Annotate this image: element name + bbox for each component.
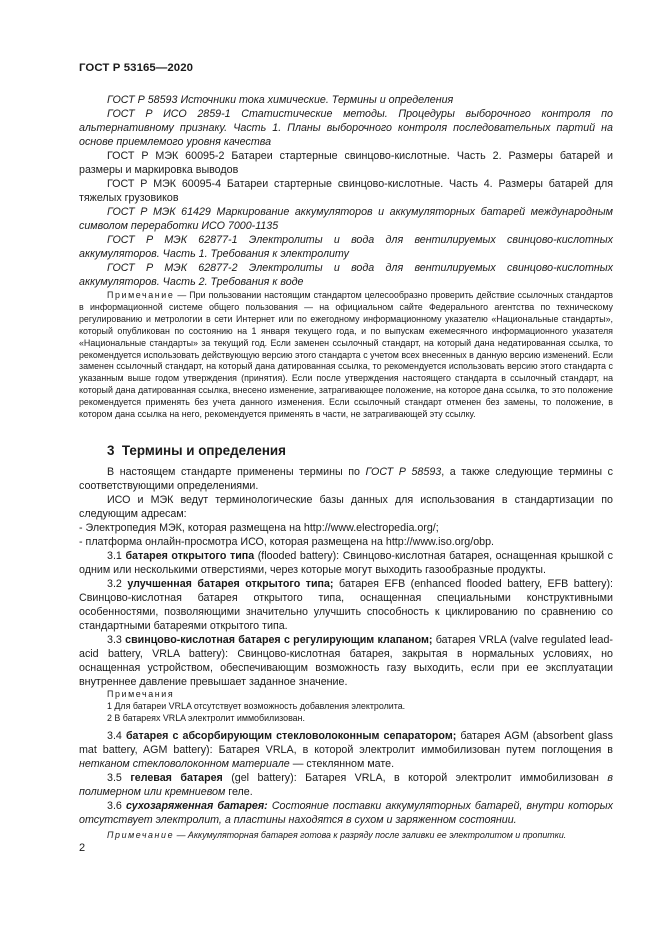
reference-item: ГОСТ Р ИСО 2859-1 Статистические методы. Процедуры выборочного контроля по альтернативному признаку. Часть 1. Планы выборочного контроля последовательных партий на основе приемлемого уровня качества (79, 108, 613, 148)
reference-item: ГОСТ Р МЭК 62877-1 Электролиты и вода для вентилируемых свинцово-кислотных аккумуляторов. Часть 1. Требования к электролиту (79, 234, 613, 260)
note-label: Примечание (107, 830, 175, 840)
note-item: 1 Для батареи VRLA отсутствует возможность добавления электролита. (107, 700, 406, 711)
references-note (79, 290, 613, 421)
reference-item: ГОСТ Р МЭК 61429 Маркирование аккумуляторов и аккумуляторных батарей международным символом переработки ИСО 7000-1135 (79, 206, 613, 232)
reference-item: ГОСТ Р МЭК 60095-4 Батареи стартерные свинцово-кислотные. Часть 4. Размеры батарей для тяжелых грузовиков (79, 178, 613, 204)
list-item: - платформа онлайн-просмотра ИСО, которая размещена на http://www.iso.org/obp. (79, 536, 494, 548)
note-label: Примечание (107, 290, 175, 300)
note-text: — При пользовании настоящим стандартом целесообразно проверить действие ссылочных стандартов в информационной системе общего пользования — на официальном сайте Федерального агентства по техническому регулированию и метрологии в сети Интернет или по ежегодному информационному указателю «Национальные стандарты», который опубликован по состоянию на 1 января текущего года, и по выпускам ежемесячного информационного указателя «Национальные стандарты» за текущий год. Если заменен ссылочный стандарт, на который дана недатированная ссылка, то рекомендуется использовать действующую версию этого стандарта с учетом всех внесенных в данную версию изменений. Если заменен ссылочный стандарт, на который дана датированная ссылка, то рекомендуется использовать версию этого стандарта с указанным выше годом утверждения (принятия). Если после утверждения настоящего стандарта в ссылочный стандарт, на который дана датированная ссылка, внесено изменение, затрагивающее положение, на которое дана ссылка, то это положение рекомендуется применять без учета данного изменения. Если ссылочный стандарт отменен без замены, то положение, в котором дана ссылка на него, рекомендуется применять в части, не затрагивающей эту ссылку. (79, 290, 613, 420)
section-body-continued (79, 729, 613, 827)
document-header: ГОСТ Р 53165—2020 (79, 62, 194, 74)
reference-item: ГОСТ Р МЭК 62877-2 Электролиты и вода для вентилируемых свинцово-кислотных аккумуляторов. Часть 2. Требования к воде (79, 262, 613, 288)
intro-paragraph: В настоящем стандарте применены термины по ГОСТ Р 58593, а также следующие термины с соответствующими определениями. (79, 466, 614, 492)
page-number: 2 (79, 842, 86, 854)
references-list (79, 93, 613, 289)
section-heading: 3 Термины и определения (107, 443, 286, 458)
term-definition: 3.1 батарея открытого типа (flooded battery): Свинцово-кислотная батарея, оснащенная крышкой с одним или несколькими отверстиями, через которые могут выходить газообразные продукты. (79, 550, 613, 576)
notes-label: Примечания (107, 689, 175, 699)
reference-item: ГОСТ Р МЭК 60095-2 Батареи стартерные свинцово-кислотные. Часть 2. Размеры батарей и размеры и маркировка выводов (79, 150, 613, 176)
terms-notes (79, 689, 613, 725)
term-note (79, 830, 613, 842)
term-definition: 3.4 батарея с абсорбирующим стекловолоконным сепаратором; батарея AGM (absorbent glass mat battery, AGM battery): Батарея VRLA, в которой электролит иммобилизован путем поглощения в нетканом стекловолоконном материале — стеклянном мате. (79, 730, 613, 770)
intro-paragraph: ИСО и МЭК ведут терминологические базы данных для использования в стандартизации по следующим адресам: (79, 494, 613, 520)
note-text: — Аккумуляторная батарея готова к разряду после заливки ее электролитом и пропитки. (174, 830, 567, 840)
reference-item: ГОСТ Р 58593 Источники тока химические. Термины и определения (107, 94, 454, 106)
term-definition: 3.6 сухозаряженная батарея: Состояние поставки аккумуляторных батарей, внутри которых отсутствует электролит, а пластины находятся в сухом и заряженном состоянии. (79, 800, 613, 826)
term-definition: 3.3 свинцово-кислотная батарея с регулирующим клапаном; батарея VRLA (valve regulated lead-acid battery, VRLA battery): Свинцово-кислотная батарея, закрытая в нормальных условиях, но оснащенная устройством, обеспечивающим возможность газу выходить, если при ее эксплуатации внутреннее давление превышает заданное значение. (79, 634, 613, 688)
note-item: 2 В батареях VRLA электролит иммобилизован. (107, 712, 305, 723)
list-item: - Электропедия МЭК, которая размещена на http://www.electropedia.org/; (79, 522, 439, 534)
term-definition: 3.5 гелевая батарея (gel battery): Батарея VRLA, в которой электролит иммобилизован в полимерном или кремниевом геле. (79, 772, 613, 798)
term-definition: 3.2 улучшенная батарея открытого типа; батарея EFB (enhanced flooded battery, EFB battery): Свинцово-кислотная батарея открытого типа, оснащенная специальными конструктивными особенностями, позволяющими значительно улучшить способность к циклированию по сравнению со стандартными батареями открытого типа. (79, 578, 613, 632)
section-body (79, 465, 613, 689)
